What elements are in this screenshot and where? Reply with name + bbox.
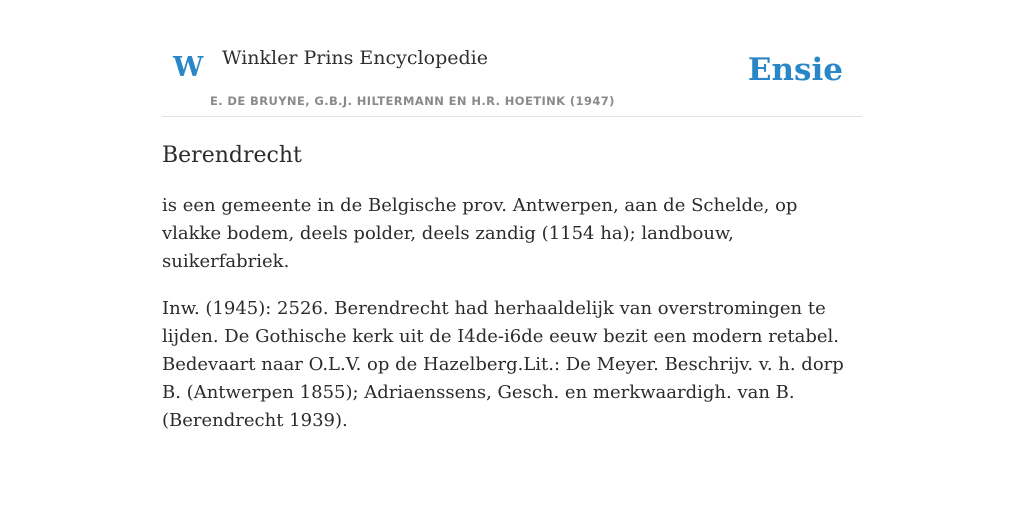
entry-title: Berendrecht (162, 143, 302, 168)
encyclopedia-authors: E. DE BRUYNE, G.B.J. HILTERMANN EN H.R. HOETINK (1947) (210, 94, 615, 108)
entry-paragraph-1: is een gemeente in de Belgische prov. Antwerpen, aan de Schelde, op vlakke bodem, deels polder, deels zandig (1154 ha); landbouw, suikerfabriek. (162, 195, 798, 272)
encyclopedia-logo-w[interactable]: W (173, 52, 204, 83)
encyclopedia-title: Winkler Prins Encyclopedie (222, 47, 488, 69)
ensie-logo-link[interactable]: Ensie (747, 52, 843, 88)
encyclopedia-header (162, 0, 862, 117)
page (162, 0, 862, 435)
entry-paragraph-2: Inw. (1945): 2526. Berendrecht had herhaaldelijk van overstromingen te lijden. De Gothische kerk uit de I4de-i6de eeuw bezit een modern retabel. Bedevaart naar O.L.V. op de Hazelberg.Lit.: De Meyer. Beschrijv. v. h. dorp B. (Antwerpen 1855); Adriaenssens, Gesch. en merkwaardigh. van B. (Berendrecht 1939). (162, 298, 844, 431)
